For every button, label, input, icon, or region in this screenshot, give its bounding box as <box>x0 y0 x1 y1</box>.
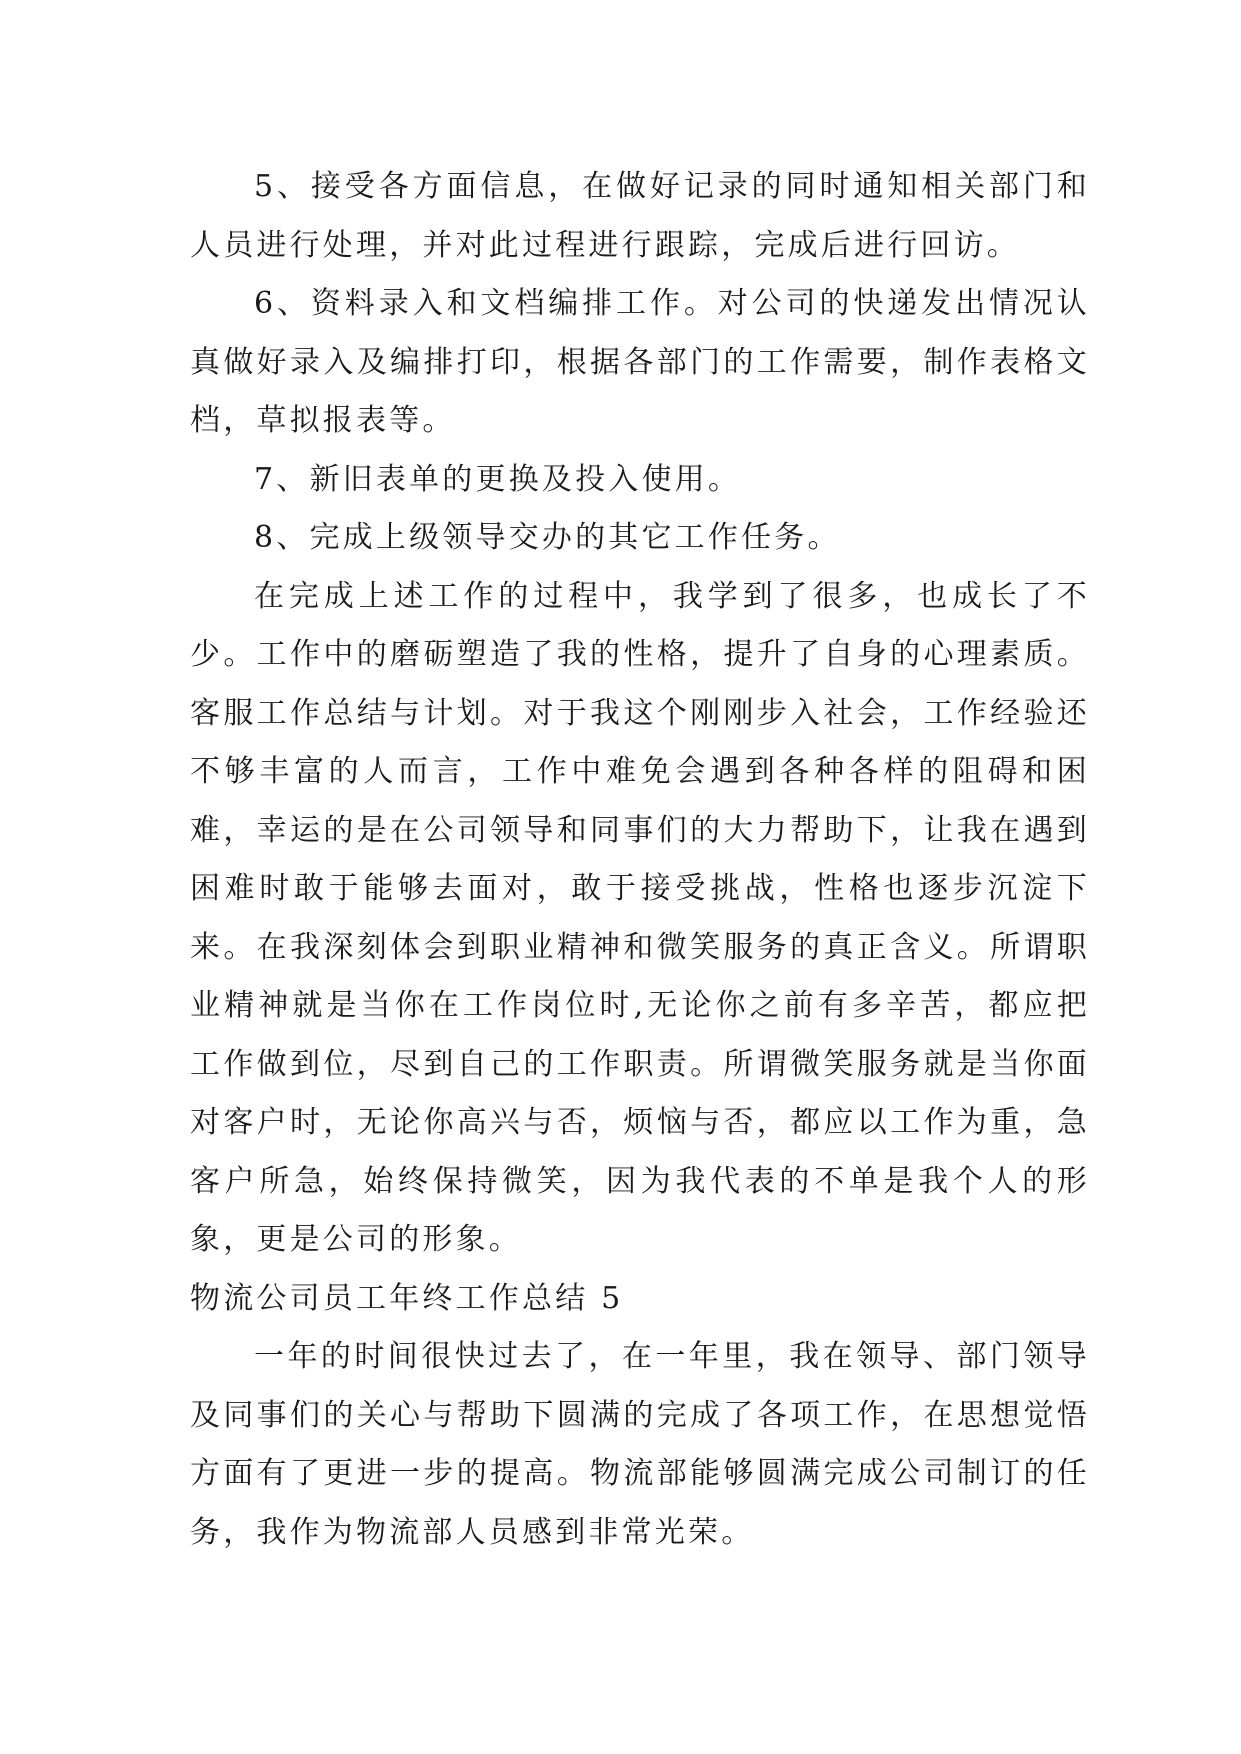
paragraph-item-8: 8、完成上级领导交办的其它工作任务。 <box>254 520 841 555</box>
document-body <box>190 158 1090 1562</box>
paragraph-item-6: 6、资料录入和文档编排工作。对公司的快递发出情况认真做好录入及编排打印，根据各部门的工作需要，制作表格文档，草拟报表等。 <box>190 286 1090 438</box>
paragraph-summary-intro: 一年的时间很快过去了，在一年里，我在领导、部门领导及同事们的关心与帮助下圆满的完成了各项工作，在思想觉悟方面有了更进一步的提高。物流部能够圆满完成公司制订的任务，我作为物流部人员感到非常光荣。 <box>190 1339 1090 1550</box>
paragraph-reflection: 在完成上述工作的过程中，我学到了很多，也成长了不少。工作中的磨砺塑造了我的性格，提升了自身的心理素质。客服工作总结与计划。对于我这个刚刚步入社会，工作经验还不够丰富的人而言，工作中难免会遇到各种各样的阻碍和困难，幸运的是在公司领导和同事们的大力帮助下，让我在遇到困难时敢于能够去面对，敢于接受挑战，性格也逐步沉淀下来。在我深刻体会到职业精神和微笑服务的真正含义。所谓职业精神就是当你在工作岗位时,无论你之前有多辛苦，都应把工作做到位，尽到自己的工作职责。所谓微笑服务就是当你面对客户时，无论你高兴与否，烦恼与否，都应以工作为重，急客户所急，始终保持微笑，因为我代表的不单是我个人的形象，更是公司的形象。 <box>190 578 1090 1257</box>
section-heading: 物流公司员工年终工作总结 5 <box>190 1280 624 1316</box>
paragraph-item-5: 5、接受各方面信息，在做好记录的同时通知相关部门和人员进行处理，并对此过程进行跟踪，完成后进行回访。 <box>190 169 1090 263</box>
paragraph-item-7: 7、新旧表单的更换及投入使用。 <box>254 461 742 497</box>
